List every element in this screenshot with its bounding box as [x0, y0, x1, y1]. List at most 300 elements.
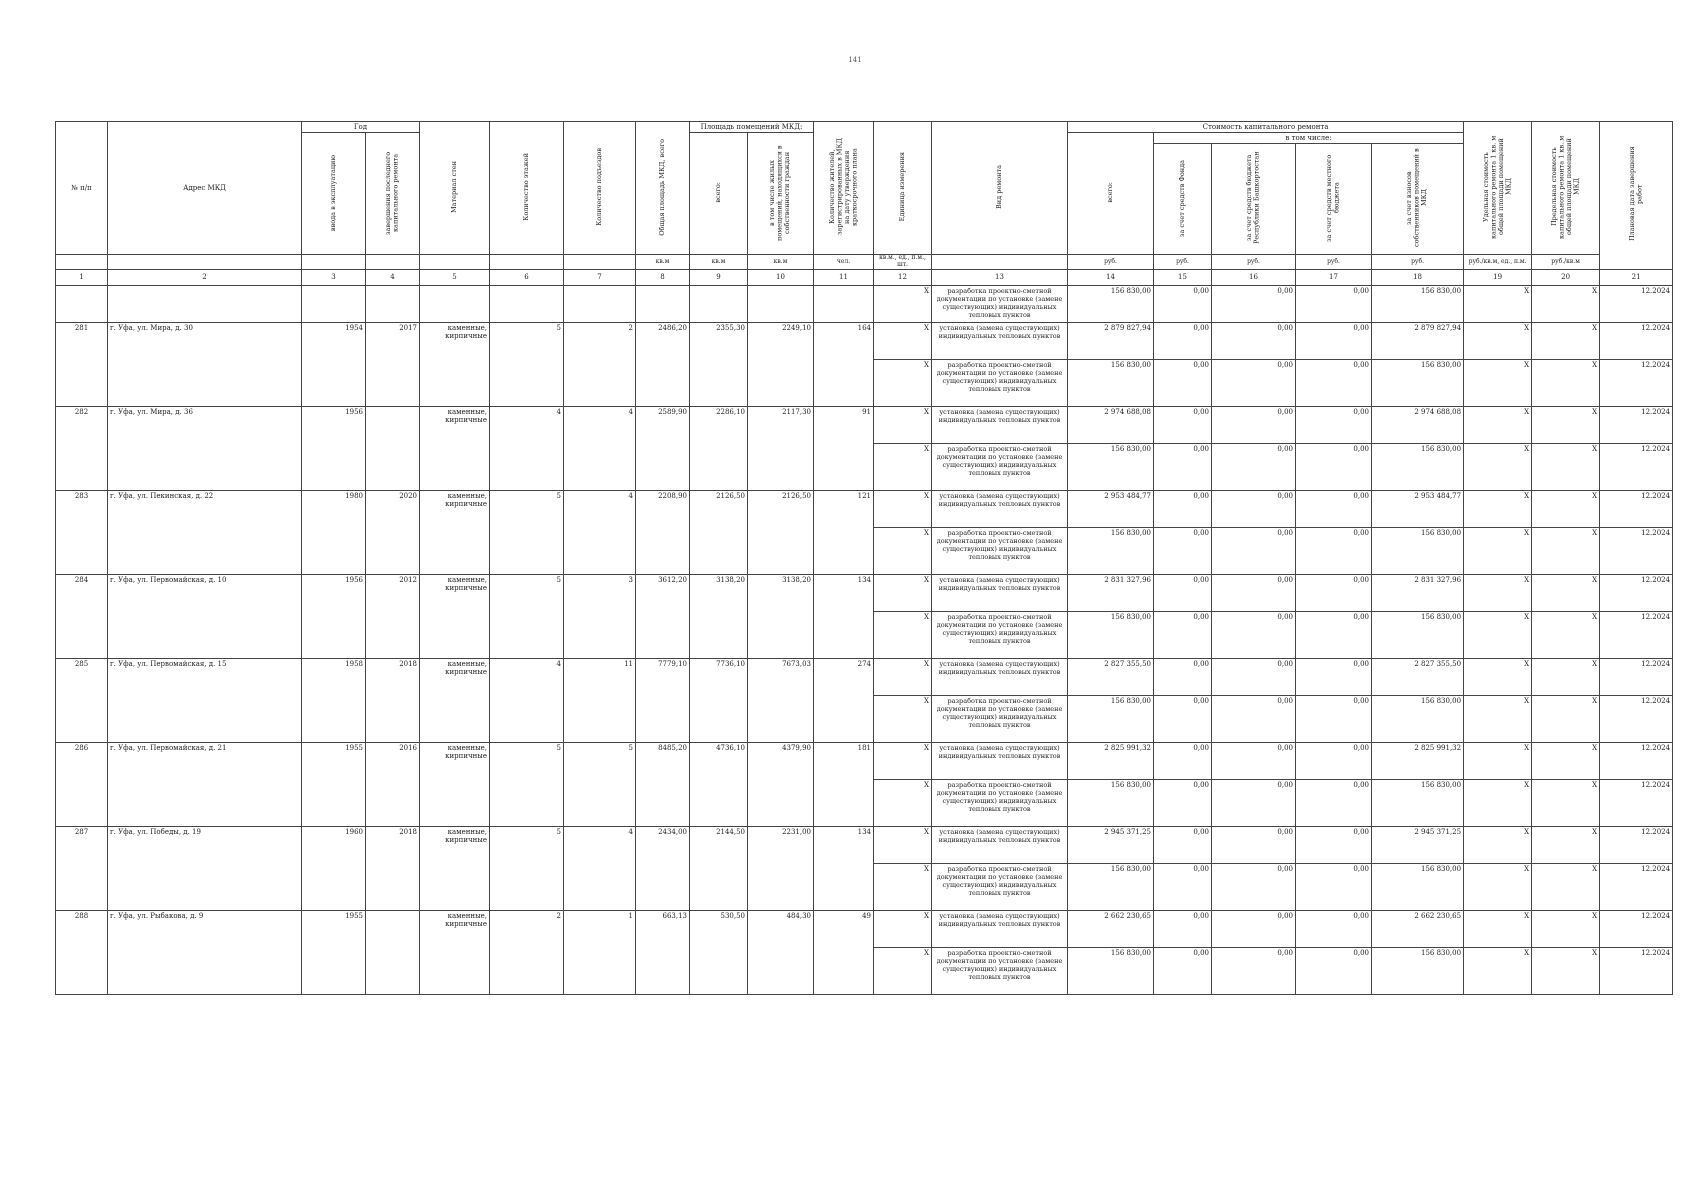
cost-total-cell: 2 974 688,08: [1068, 406, 1154, 443]
column-number-cell: 9: [690, 269, 748, 285]
residents-cell: 164: [814, 322, 874, 406]
unit-x-mark: X: [874, 826, 932, 863]
max-cost-x: X: [1532, 695, 1600, 742]
carryover-row: [56, 285, 1673, 322]
cost-local-cell: 0,00: [1296, 947, 1372, 994]
cost-owners-cell: 2 974 688,08: [1372, 406, 1464, 443]
cost-total-cell: 2 827 355,50: [1068, 658, 1154, 695]
column-numbers-row: [56, 269, 1673, 285]
header-specific-cost: Удельная стоимость капитального ремонта 1 кв. м общей площади помещений МКД: [1464, 122, 1532, 255]
header-deadline: Плановая дата завершения работ: [1600, 122, 1673, 270]
cost-owners-cell: 156 830,00: [1372, 863, 1464, 910]
entrances-cell: 4: [564, 490, 636, 574]
unit-cell: руб.: [1154, 255, 1212, 270]
year-built-cell: 1954: [302, 322, 366, 406]
building-row: [56, 826, 1673, 863]
header-cost-owners: за счет взносов собственников помещений в МКД: [1372, 144, 1464, 255]
work-type-cell: разработка проектно-сметной документации по установке (замене существующих) индивидуальных тепловых пунктов: [932, 863, 1068, 910]
unit-x-mark: X: [874, 285, 932, 322]
unit-x-mark: X: [874, 658, 932, 695]
cost-total-cell: 156 830,00: [1068, 611, 1154, 658]
header-cost-group: Стоимость капитального ремонта: [1068, 122, 1464, 133]
floors-cell: 4: [490, 406, 564, 490]
building-num-cell: 281: [56, 322, 108, 406]
deadline-cell: 12.2024: [1600, 527, 1673, 574]
year-built-cell: 1956: [302, 406, 366, 490]
max-cost-x: X: [1532, 406, 1600, 443]
residents-cell: 121: [814, 490, 874, 574]
cost-fund-cell: 0,00: [1154, 285, 1212, 322]
header-premises-residential: в том числе жилых помещений, находящихся в собственности граждан: [748, 133, 814, 255]
max-cost-x: X: [1532, 611, 1600, 658]
column-number-cell: 3: [302, 269, 366, 285]
max-cost-x: X: [1532, 527, 1600, 574]
cost-local-cell: 0,00: [1296, 658, 1372, 695]
unit-x-mark: X: [874, 322, 932, 359]
column-number-cell: 4: [366, 269, 420, 285]
building-row: [56, 910, 1673, 947]
cost-local-cell: 0,00: [1296, 863, 1372, 910]
specific-cost-x: X: [1464, 826, 1532, 863]
residents-cell: 134: [814, 826, 874, 910]
cost-fund-cell: 0,00: [1154, 406, 1212, 443]
cost-republic-cell: 0,00: [1212, 863, 1296, 910]
cost-fund-cell: 0,00: [1154, 490, 1212, 527]
cost-republic-cell: 0,00: [1212, 658, 1296, 695]
entrances-cell: 4: [564, 406, 636, 490]
column-number-cell: 18: [1372, 269, 1464, 285]
work-type-cell: разработка проектно-сметной документации по установке (замене существующих) индивидуальных тепловых пунктов: [932, 527, 1068, 574]
specific-cost-x: X: [1464, 527, 1532, 574]
address-cell: г. Уфа, ул. Первомайская, д. 10: [108, 574, 302, 658]
column-number-cell: 13: [932, 269, 1068, 285]
column-number-cell: 17: [1296, 269, 1372, 285]
column-number-cell: 15: [1154, 269, 1212, 285]
deadline-cell: 12.2024: [1600, 406, 1673, 443]
unit-x-mark: X: [874, 443, 932, 490]
table-body: [56, 269, 1673, 994]
header-including: в том числе:: [1154, 133, 1464, 144]
year-repair-cell: [366, 910, 420, 994]
residents-cell: 181: [814, 742, 874, 826]
building-num-cell: 282: [56, 406, 108, 490]
specific-cost-x: X: [1464, 947, 1532, 994]
column-number-cell: 1: [56, 269, 108, 285]
building-row: [56, 574, 1673, 611]
residents-cell: 49: [814, 910, 874, 994]
cost-fund-cell: 0,00: [1154, 658, 1212, 695]
column-number-cell: 20: [1532, 269, 1600, 285]
unit-x-mark: X: [874, 947, 932, 994]
specific-cost-x: X: [1464, 695, 1532, 742]
premises-total-cell: 2144,50: [690, 826, 748, 910]
residents-cell: 134: [814, 574, 874, 658]
column-number-cell: 2: [108, 269, 302, 285]
deadline-cell: 12.2024: [1600, 359, 1673, 406]
work-type-cell: установка (замена существующих) индивидуальных тепловых пунктов: [932, 658, 1068, 695]
cost-republic-cell: 0,00: [1212, 406, 1296, 443]
cost-total-cell: 156 830,00: [1068, 359, 1154, 406]
unit-cell: руб.: [1296, 255, 1372, 270]
cost-total-cell: 156 830,00: [1068, 863, 1154, 910]
premises-res-cell: 484,30: [748, 910, 814, 994]
cost-owners-cell: 2 825 991,32: [1372, 742, 1464, 779]
specific-cost-x: X: [1464, 285, 1532, 322]
year-repair-cell: 2016: [366, 742, 420, 826]
material-cell: каменные, кирпичные: [420, 574, 490, 658]
cost-fund-cell: 0,00: [1154, 779, 1212, 826]
address-cell: г. Уфа, ул. Пекинская, д. 22: [108, 490, 302, 574]
floors-cell: 5: [490, 574, 564, 658]
cost-republic-cell: 0,00: [1212, 490, 1296, 527]
unit-cell: кв.м: [636, 255, 690, 270]
cost-fund-cell: 0,00: [1154, 359, 1212, 406]
cost-local-cell: 0,00: [1296, 527, 1372, 574]
year-built-cell: 1955: [302, 742, 366, 826]
floors-cell: 2: [490, 910, 564, 994]
max-cost-x: X: [1532, 490, 1600, 527]
unit-x-mark: X: [874, 574, 932, 611]
unit-cell: руб.: [1372, 255, 1464, 270]
premises-res-cell: 2231,00: [748, 826, 814, 910]
entrances-cell: 1: [564, 910, 636, 994]
column-number-cell: 5: [420, 269, 490, 285]
max-cost-x: X: [1532, 285, 1600, 322]
cost-total-cell: 156 830,00: [1068, 285, 1154, 322]
entrances-cell: 5: [564, 742, 636, 826]
page-number: 141: [848, 56, 862, 64]
specific-cost-x: X: [1464, 611, 1532, 658]
header-wall-material: Материал стен: [420, 122, 490, 255]
max-cost-x: X: [1532, 443, 1600, 490]
area-total-cell: 2434,00: [636, 826, 690, 910]
floors-cell: 5: [490, 742, 564, 826]
unit-x-mark: X: [874, 910, 932, 947]
material-cell: каменные, кирпичные: [420, 826, 490, 910]
specific-cost-x: X: [1464, 742, 1532, 779]
building-row: [56, 322, 1673, 359]
building-row: [56, 490, 1673, 527]
address-cell: г. Уфа, ул. Первомайская, д. 15: [108, 658, 302, 742]
deadline-cell: 12.2024: [1600, 779, 1673, 826]
cost-total-cell: 156 830,00: [1068, 527, 1154, 574]
specific-cost-x: X: [1464, 443, 1532, 490]
address-cell: г. Уфа, ул. Мира, д. 36: [108, 406, 302, 490]
deadline-cell: 12.2024: [1600, 863, 1673, 910]
residents-cell: 274: [814, 658, 874, 742]
header-cost-total: всего:: [1068, 133, 1154, 255]
cost-local-cell: 0,00: [1296, 779, 1372, 826]
max-cost-x: X: [1532, 359, 1600, 406]
cost-total-cell: 156 830,00: [1068, 695, 1154, 742]
cost-republic-cell: 0,00: [1212, 826, 1296, 863]
cost-total-cell: 2 953 484,77: [1068, 490, 1154, 527]
year-built-cell: 1956: [302, 574, 366, 658]
cost-fund-cell: 0,00: [1154, 574, 1212, 611]
cost-total-cell: 156 830,00: [1068, 779, 1154, 826]
unit-x-mark: X: [874, 406, 932, 443]
premises-res-cell: 2249,10: [748, 322, 814, 406]
deadline-cell: 12.2024: [1600, 490, 1673, 527]
header-premises-group: Площадь помещений МКД:: [690, 122, 814, 133]
units-row: [56, 255, 1673, 270]
building-row: [56, 742, 1673, 779]
header-num: № п/п: [56, 122, 108, 255]
header-max-cost: Предельная стоимость капитального ремонта 1 кв. м общей площади помещений МКД: [1532, 122, 1600, 255]
unit-x-mark: X: [874, 611, 932, 658]
cost-republic-cell: 0,00: [1212, 947, 1296, 994]
header-entrances: Количество подъездов: [564, 122, 636, 255]
area-total-cell: 7779,10: [636, 658, 690, 742]
unit-x-mark: X: [874, 359, 932, 406]
max-cost-x: X: [1532, 658, 1600, 695]
year-repair-cell: 2018: [366, 658, 420, 742]
cost-fund-cell: 0,00: [1154, 695, 1212, 742]
header-year-commission: ввода в эксплуатацию: [302, 133, 366, 255]
year-built-cell: 1960: [302, 826, 366, 910]
deadline-cell: 12.2024: [1600, 285, 1673, 322]
address-cell: г. Уфа, ул. Первомайская, д. 21: [108, 742, 302, 826]
area-total-cell: 2486,20: [636, 322, 690, 406]
work-type-cell: установка (замена существующих) индивидуальных тепловых пунктов: [932, 826, 1068, 863]
cost-owners-cell: 156 830,00: [1372, 285, 1464, 322]
header-cost-local: за счет средств местного бюджета: [1296, 144, 1372, 255]
entrances-cell: 3: [564, 574, 636, 658]
cost-local-cell: 0,00: [1296, 826, 1372, 863]
unit-x-mark: X: [874, 695, 932, 742]
deadline-cell: 12.2024: [1600, 443, 1673, 490]
column-number-cell: 14: [1068, 269, 1154, 285]
premises-res-cell: 4379,90: [748, 742, 814, 826]
address-cell: г. Уфа, ул. Рыбакова, д. 9: [108, 910, 302, 994]
material-cell: каменные, кирпичные: [420, 490, 490, 574]
premises-total-cell: 4736,10: [690, 742, 748, 826]
work-type-cell: разработка проектно-сметной документации по установке (замене существующих) индивидуальных тепловых пунктов: [932, 779, 1068, 826]
cost-local-cell: 0,00: [1296, 695, 1372, 742]
column-number-cell: 11: [814, 269, 874, 285]
premises-total-cell: 2126,50: [690, 490, 748, 574]
max-cost-x: X: [1532, 947, 1600, 994]
material-cell: каменные, кирпичные: [420, 742, 490, 826]
work-type-cell: установка (замена существующих) индивидуальных тепловых пунктов: [932, 406, 1068, 443]
cost-local-cell: 0,00: [1296, 322, 1372, 359]
cost-local-cell: 0,00: [1296, 910, 1372, 947]
cost-local-cell: 0,00: [1296, 443, 1372, 490]
unit-cell: кв.м., ед., п.м., шт.: [874, 255, 932, 270]
cost-local-cell: 0,00: [1296, 611, 1372, 658]
header-premises-total: всего:: [690, 133, 748, 255]
building-num-cell: 288: [56, 910, 108, 994]
cost-fund-cell: 0,00: [1154, 947, 1212, 994]
cost-owners-cell: 156 830,00: [1372, 779, 1464, 826]
unit-cell: чел.: [814, 255, 874, 270]
unit-x-mark: X: [874, 779, 932, 826]
max-cost-x: X: [1532, 910, 1600, 947]
cost-total-cell: 2 879 827,94: [1068, 322, 1154, 359]
unit-x-mark: X: [874, 490, 932, 527]
deadline-cell: 12.2024: [1600, 910, 1673, 947]
cost-owners-cell: 156 830,00: [1372, 695, 1464, 742]
cost-owners-cell: 156 830,00: [1372, 359, 1464, 406]
column-number-cell: 6: [490, 269, 564, 285]
cost-fund-cell: 0,00: [1154, 910, 1212, 947]
header-work-type: Вид ремонта: [932, 122, 1068, 255]
deadline-cell: 12.2024: [1600, 322, 1673, 359]
cost-republic-cell: 0,00: [1212, 285, 1296, 322]
cost-owners-cell: 156 830,00: [1372, 611, 1464, 658]
table-header: [56, 122, 1673, 270]
year-built-cell: 1955: [302, 910, 366, 994]
cost-total-cell: 2 945 371,25: [1068, 826, 1154, 863]
year-repair-cell: 2012: [366, 574, 420, 658]
premises-res-cell: 7673,03: [748, 658, 814, 742]
floors-cell: 4: [490, 658, 564, 742]
header-cost-fund: за счет средств Фонда: [1154, 144, 1212, 255]
area-total-cell: 8485,20: [636, 742, 690, 826]
specific-cost-x: X: [1464, 863, 1532, 910]
material-cell: каменные, кирпичные: [420, 322, 490, 406]
specific-cost-x: X: [1464, 658, 1532, 695]
column-number-cell: 10: [748, 269, 814, 285]
unit-cell: руб.: [1068, 255, 1154, 270]
premises-total-cell: 530,50: [690, 910, 748, 994]
work-type-cell: установка (замена существующих) индивидуальных тепловых пунктов: [932, 490, 1068, 527]
work-type-cell: разработка проектно-сметной документации по установке (замене существующих) индивидуальных тепловых пунктов: [932, 443, 1068, 490]
building-row: [56, 658, 1673, 695]
specific-cost-x: X: [1464, 322, 1532, 359]
work-type-cell: установка (замена существующих) индивидуальных тепловых пунктов: [932, 742, 1068, 779]
cost-total-cell: 156 830,00: [1068, 947, 1154, 994]
cost-owners-cell: 2 945 371,25: [1372, 826, 1464, 863]
cost-owners-cell: 2 879 827,94: [1372, 322, 1464, 359]
column-number-cell: 19: [1464, 269, 1532, 285]
column-number-cell: 7: [564, 269, 636, 285]
year-repair-cell: 2017: [366, 322, 420, 406]
specific-cost-x: X: [1464, 910, 1532, 947]
entrances-cell: 11: [564, 658, 636, 742]
specific-cost-x: X: [1464, 490, 1532, 527]
year-built-cell: 1980: [302, 490, 366, 574]
header-cost-republic: за счет средств бюджета Республики Башкортостан: [1212, 144, 1296, 255]
premises-total-cell: 2355,30: [690, 322, 748, 406]
cost-fund-cell: 0,00: [1154, 527, 1212, 574]
cost-fund-cell: 0,00: [1154, 742, 1212, 779]
cost-fund-cell: 0,00: [1154, 611, 1212, 658]
cost-total-cell: 2 831 327,96: [1068, 574, 1154, 611]
work-type-cell: установка (замена существующих) индивидуальных тепловых пунктов: [932, 574, 1068, 611]
cost-republic-cell: 0,00: [1212, 527, 1296, 574]
unit-x-mark: X: [874, 742, 932, 779]
work-type-cell: установка (замена существующих) индивидуальных тепловых пунктов: [932, 910, 1068, 947]
material-cell: каменные, кирпичные: [420, 406, 490, 490]
cost-republic-cell: 0,00: [1212, 574, 1296, 611]
work-type-cell: разработка проектно-сметной документации по установке (замене существующих) индивидуальных тепловых пунктов: [932, 359, 1068, 406]
cost-republic-cell: 0,00: [1212, 322, 1296, 359]
cost-republic-cell: 0,00: [1212, 742, 1296, 779]
unit-cell: руб./кв.м: [1532, 255, 1600, 270]
address-cell: г. Уфа, ул. Мира, д. 30: [108, 322, 302, 406]
cost-local-cell: 0,00: [1296, 742, 1372, 779]
cost-local-cell: 0,00: [1296, 490, 1372, 527]
premises-res-cell: 2126,50: [748, 490, 814, 574]
entrances-cell: 4: [564, 826, 636, 910]
area-total-cell: 2589,90: [636, 406, 690, 490]
max-cost-x: X: [1532, 322, 1600, 359]
premises-total-cell: 2286,10: [690, 406, 748, 490]
cost-owners-cell: 2 831 327,96: [1372, 574, 1464, 611]
specific-cost-x: X: [1464, 779, 1532, 826]
floors-cell: 5: [490, 826, 564, 910]
max-cost-x: X: [1532, 742, 1600, 779]
premises-res-cell: 3138,20: [748, 574, 814, 658]
column-number-cell: 21: [1600, 269, 1673, 285]
area-total-cell: 2208,90: [636, 490, 690, 574]
column-number-cell: 12: [874, 269, 932, 285]
cost-fund-cell: 0,00: [1154, 863, 1212, 910]
premises-total-cell: 3138,20: [690, 574, 748, 658]
year-repair-cell: 2018: [366, 826, 420, 910]
work-type-cell: разработка проектно-сметной документации по установке (замене существующих) индивидуальных тепловых пунктов: [932, 695, 1068, 742]
building-num-cell: 283: [56, 490, 108, 574]
header-residents: Количество жителей, зарегистрированных в МКД на дату утверждения краткосрочного плана: [814, 122, 874, 255]
work-type-cell: разработка проектно-сметной документации по установке (замене существующих) индивидуальных тепловых пунктов: [932, 285, 1068, 322]
unit-cell: кв.м: [748, 255, 814, 270]
capital-repair-table: [55, 121, 1673, 995]
deadline-cell: 12.2024: [1600, 947, 1673, 994]
building-row: [56, 406, 1673, 443]
unit-cell: кв.м: [690, 255, 748, 270]
max-cost-x: X: [1532, 826, 1600, 863]
building-num-cell: 286: [56, 742, 108, 826]
deadline-cell: 12.2024: [1600, 742, 1673, 779]
cost-local-cell: 0,00: [1296, 285, 1372, 322]
material-cell: каменные, кирпичные: [420, 658, 490, 742]
specific-cost-x: X: [1464, 359, 1532, 406]
unit-x-mark: X: [874, 863, 932, 910]
premises-res-cell: 2117,30: [748, 406, 814, 490]
deadline-cell: 12.2024: [1600, 826, 1673, 863]
cost-total-cell: 2 825 991,32: [1068, 742, 1154, 779]
cost-fund-cell: 0,00: [1154, 322, 1212, 359]
max-cost-x: X: [1532, 863, 1600, 910]
header-unit: Единица измерения: [874, 122, 932, 255]
deadline-cell: 12.2024: [1600, 574, 1673, 611]
unit-cell: руб.: [1212, 255, 1296, 270]
year-repair-cell: [366, 406, 420, 490]
deadline-cell: 12.2024: [1600, 658, 1673, 695]
area-total-cell: 3612,20: [636, 574, 690, 658]
cost-owners-cell: 2 827 355,50: [1372, 658, 1464, 695]
column-number-cell: 8: [636, 269, 690, 285]
unit-cell: руб./кв.м, ед., п.м.: [1464, 255, 1532, 270]
building-num-cell: 284: [56, 574, 108, 658]
cost-republic-cell: 0,00: [1212, 611, 1296, 658]
work-type-cell: разработка проектно-сметной документации по установке (замене существующих) индивидуальных тепловых пунктов: [932, 947, 1068, 994]
year-repair-cell: 2020: [366, 490, 420, 574]
column-number-cell: 16: [1212, 269, 1296, 285]
building-num-cell: 287: [56, 826, 108, 910]
entrances-cell: 2: [564, 322, 636, 406]
header-total-area: Общая площадь МКД, всего: [636, 122, 690, 255]
cost-owners-cell: 156 830,00: [1372, 443, 1464, 490]
cost-republic-cell: 0,00: [1212, 910, 1296, 947]
year-built-cell: 1958: [302, 658, 366, 742]
building-num-cell: 285: [56, 658, 108, 742]
max-cost-x: X: [1532, 779, 1600, 826]
specific-cost-x: X: [1464, 574, 1532, 611]
floors-cell: 5: [490, 490, 564, 574]
cost-fund-cell: 0,00: [1154, 826, 1212, 863]
